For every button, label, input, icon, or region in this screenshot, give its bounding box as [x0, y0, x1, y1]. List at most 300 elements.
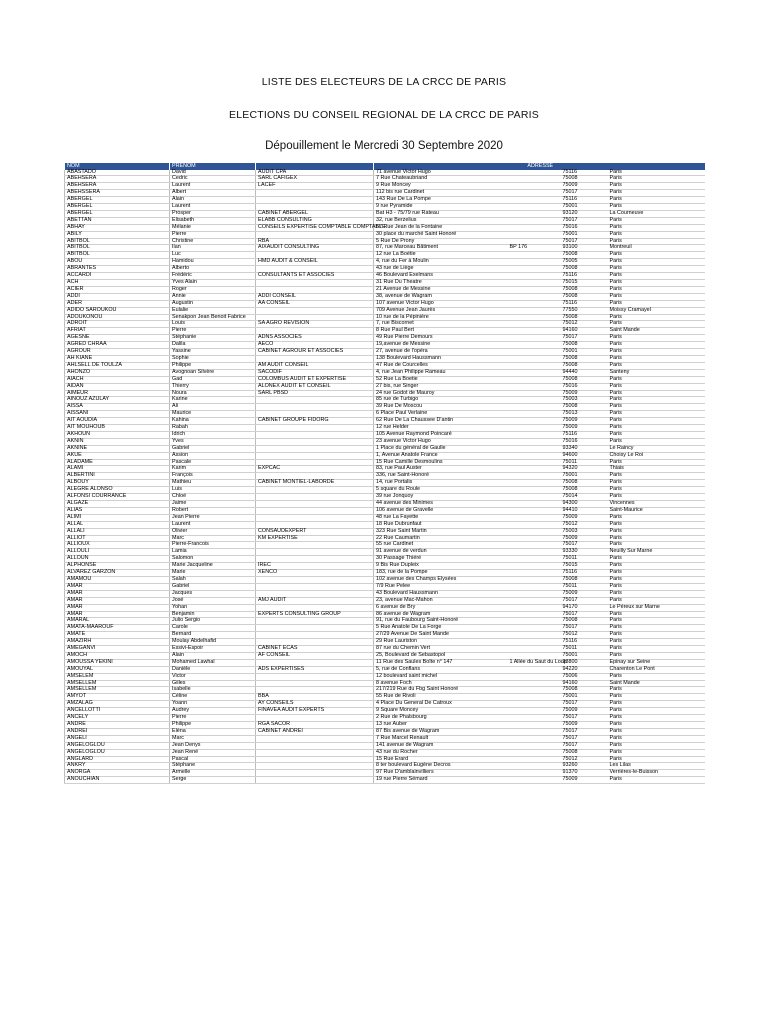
postal-code-cell: 94440: [560, 369, 610, 376]
city-cell: Paris: [610, 576, 705, 583]
address-cell: 217/219 Rue du Fbg Saint Honoré: [374, 687, 508, 694]
address-cell: 107 avenue Victor Hugo: [374, 300, 508, 307]
nom-cell: ALLOULI: [65, 549, 170, 556]
postal-code-cell: 75017: [560, 742, 610, 749]
city-cell: Paris: [610, 742, 705, 749]
address-extra-cell: [508, 770, 560, 777]
address-extra-cell: [508, 231, 560, 238]
cabinet-cell: CONSEILS EXPERTISE COMPTABLE COMPTABLE: [256, 224, 374, 231]
nom-cell: ANGELOGLOU: [65, 749, 170, 756]
city-cell: Paris: [610, 756, 705, 763]
cabinet-cell: [256, 487, 374, 494]
address-cell: 8 Rue Paul Bert: [374, 328, 508, 335]
postal-code-cell: 75017: [560, 597, 610, 604]
address-extra-cell: [508, 625, 560, 632]
nom-cell: ALIAS: [65, 507, 170, 514]
table-row: [65, 777, 705, 784]
address-extra-cell: [508, 473, 560, 480]
city-cell: Paris: [610, 735, 705, 742]
city-cell: Paris: [610, 266, 705, 273]
postal-code-cell: 75006: [560, 673, 610, 680]
nom-cell: ADIDO SAROUKOU: [65, 307, 170, 314]
address-extra-cell: [508, 273, 560, 280]
prenom-cell: Frédéric: [170, 273, 256, 280]
city-cell: Paris: [610, 404, 705, 411]
address-cell: 23 avenue Victor Hugo: [374, 438, 508, 445]
cabinet-cell: [256, 231, 374, 238]
prenom-cell: Louis: [170, 321, 256, 328]
nom-cell: AMSELLEM: [65, 687, 170, 694]
nom-cell: AMAR: [65, 583, 170, 590]
cabinet-cell: AMJ AUDIT: [256, 597, 374, 604]
address-cell: 19 rue Pierre Sémard: [374, 777, 508, 784]
city-cell: Le Péreux sur Marne: [610, 604, 705, 611]
address-cell: 32, rue Berzelius: [374, 217, 508, 224]
address-cell: 7, rue Biscornet: [374, 321, 508, 328]
address-cell: 709 Avenue Jean Jaurès: [374, 307, 508, 314]
prenom-cell: Eulalie: [170, 307, 256, 314]
nom-cell: ALLOUN: [65, 556, 170, 563]
cabinet-cell: AY CONSEILS: [256, 701, 374, 708]
address-cell: 15 Rue Camille Desmoulins: [374, 459, 508, 466]
city-cell: Paris: [610, 749, 705, 756]
address-cell: 30 Passage Thiéré: [374, 556, 508, 563]
address-cell: 23, avenue Mac-Mahon: [374, 597, 508, 604]
cabinet-cell: AA CONSEIL: [256, 300, 374, 307]
table-row: [65, 528, 705, 535]
cabinet-cell: [256, 777, 374, 784]
prenom-cell: Chloé: [170, 494, 256, 501]
address-cell: 105 Avenue Raymond Poincaré: [374, 431, 508, 438]
postal-code-cell: 93340: [560, 445, 610, 452]
address-extra-cell: [508, 680, 560, 687]
address-extra-cell: [508, 666, 560, 673]
cabinet-cell: AUDIT CPA: [256, 170, 374, 176]
postal-code-cell: 75015: [560, 563, 610, 570]
postal-code-cell: 75017: [560, 238, 610, 245]
postal-code-cell: 75003: [560, 528, 610, 535]
address-extra-cell: [508, 355, 560, 362]
nom-cell: AKNIN: [65, 438, 170, 445]
nom-cell: ABEHSERA: [65, 176, 170, 183]
postal-code-cell: 75011: [560, 556, 610, 563]
cabinet-cell: ALONEX AUDIT ET CONSEIL: [256, 383, 374, 390]
address-extra-cell: [508, 521, 560, 528]
address-cell: 39 rue Jonquoy: [374, 494, 508, 501]
nom-cell: AHLSELL DE TOULZA: [65, 362, 170, 369]
postal-code-cell: 75017: [560, 217, 610, 224]
city-cell: Saint-Maurice: [610, 507, 705, 514]
postal-code-cell: 94160: [560, 328, 610, 335]
prenom-cell: José: [170, 597, 256, 604]
city-cell: Paris: [610, 652, 705, 659]
address-cell: 39 Rue De Moscou: [374, 404, 508, 411]
cabinet-cell: [256, 604, 374, 611]
postal-code-cell: 93120: [560, 210, 610, 217]
city-cell: Paris: [610, 280, 705, 287]
city-cell: Paris: [610, 701, 705, 708]
city-cell: Paris: [610, 480, 705, 487]
column-header-prenom: PRENOM: [170, 163, 256, 170]
address-extra-cell: [508, 314, 560, 321]
address-cell: 62 Rue De La Chaussee D'antin: [374, 418, 508, 425]
nom-cell: ABILY: [65, 231, 170, 238]
address-extra-cell: [508, 438, 560, 445]
postal-code-cell: 75011: [560, 583, 610, 590]
city-cell: Paris: [610, 293, 705, 300]
address-extra-cell: [508, 217, 560, 224]
address-cell: 46 Boulevard Exelmans: [374, 273, 508, 280]
postal-code-cell: 75116: [560, 170, 610, 176]
postal-code-cell: 94410: [560, 507, 610, 514]
address-cell: 86 avenue de Wagram: [374, 611, 508, 618]
city-cell: Paris: [610, 473, 705, 480]
prenom-cell: Marc: [170, 535, 256, 542]
address-extra-cell: [508, 673, 560, 680]
postal-code-cell: 75116: [560, 639, 610, 646]
prenom-cell: Augustin: [170, 300, 256, 307]
prenom-cell: Philippe: [170, 362, 256, 369]
cabinet-cell: [256, 735, 374, 742]
table-row: [65, 383, 705, 390]
city-cell: Paris: [610, 563, 705, 570]
table-row: [65, 307, 705, 314]
cabinet-cell: FINAVEA AUDIT EXPERTS: [256, 708, 374, 715]
postal-code-cell: 75013: [560, 411, 610, 418]
nom-cell: AMAR: [65, 590, 170, 597]
postal-code-cell: 91370: [560, 770, 610, 777]
prenom-cell: Dalila: [170, 342, 256, 349]
address-cell: 1, Avenue Anatole France: [374, 452, 508, 459]
prenom-cell: Olivier: [170, 528, 256, 535]
nom-cell: ANCELY: [65, 715, 170, 722]
counting-date: Dépouillement le Mercredi 30 Septembre 2020: [265, 140, 503, 152]
address-cell: 7 Rue Marcel Renault: [374, 735, 508, 742]
prenom-cell: Sophie: [170, 355, 256, 362]
address-cell: 5 Rue De Prony: [374, 238, 508, 245]
postal-code-cell: 75003: [560, 397, 610, 404]
city-cell: Paris: [610, 238, 705, 245]
postal-code-cell: 75008: [560, 618, 610, 625]
city-cell: Paris: [610, 397, 705, 404]
cabinet-cell: [256, 494, 374, 501]
prenom-cell: Yoann: [170, 701, 256, 708]
prenom-cell: Carole: [170, 625, 256, 632]
address-cell: 6 avenue de Bry: [374, 604, 508, 611]
address-cell: 138 Boulevard Haussmann: [374, 355, 508, 362]
address-extra-cell: [508, 383, 560, 390]
prenom-cell: Marc: [170, 735, 256, 742]
city-cell: Paris: [610, 556, 705, 563]
city-cell: Paris: [610, 597, 705, 604]
address-cell: 9 rue Pyramide: [374, 204, 508, 211]
postal-code-cell: 94300: [560, 501, 610, 508]
city-cell: Paris: [610, 300, 705, 307]
cabinet-cell: [256, 404, 374, 411]
postal-code-cell: 75017: [560, 542, 610, 549]
cabinet-cell: AF CONSEIL: [256, 652, 374, 659]
city-cell: Paris: [610, 411, 705, 418]
cabinet-cell: BBA: [256, 694, 374, 701]
city-cell: Paris: [610, 583, 705, 590]
postal-code-cell: 75001: [560, 652, 610, 659]
cabinet-cell: [256, 680, 374, 687]
address-extra-cell: [508, 300, 560, 307]
address-extra-cell: [508, 487, 560, 494]
postal-code-cell: 75009: [560, 425, 610, 432]
address-extra-cell: [508, 342, 560, 349]
postal-code-cell: 75017: [560, 335, 610, 342]
cabinet-cell: CABINET ABERGEL: [256, 210, 374, 217]
address-cell: 87, rue Marceau Bâtiment: [374, 245, 508, 252]
prenom-cell: Pierre-Francois: [170, 542, 256, 549]
address-extra-cell: [508, 452, 560, 459]
nom-cell: ALLIOT: [65, 535, 170, 542]
nom-cell: ABERGEL: [65, 210, 170, 217]
prenom-cell: Thierry: [170, 383, 256, 390]
postal-code-cell: 94600: [560, 452, 610, 459]
postal-code-cell: 75008: [560, 176, 610, 183]
cabinet-cell: ADNS ASSOCIES: [256, 335, 374, 342]
cabinet-cell: RBA: [256, 238, 374, 245]
prenom-cell: Jean Denys: [170, 742, 256, 749]
address-extra-cell: [508, 307, 560, 314]
address-extra-cell: [508, 224, 560, 231]
prenom-cell: Yohan: [170, 604, 256, 611]
address-extra-cell: [508, 507, 560, 514]
nom-cell: ABASTADO: [65, 170, 170, 176]
city-cell: Paris: [610, 321, 705, 328]
postal-code-cell: 75014: [560, 494, 610, 501]
cabinet-cell: EXPCAC: [256, 466, 374, 473]
column-header-nom: NOM: [65, 163, 170, 170]
address-cell: 27, avenue de l'opéra: [374, 349, 508, 356]
address-extra-cell: [508, 632, 560, 639]
nom-cell: ABETTAN: [65, 217, 170, 224]
address-extra-cell: [508, 404, 560, 411]
prenom-cell: Kahina: [170, 418, 256, 425]
city-cell: Paris: [610, 722, 705, 729]
prenom-cell: Alain: [170, 197, 256, 204]
column-header-adresse: ADRESSE: [374, 163, 705, 170]
nom-cell: ANOUCHIAN: [65, 777, 170, 784]
prenom-cell: Alberto: [170, 266, 256, 273]
postal-code-cell: 75012: [560, 521, 610, 528]
address-extra-cell: [508, 286, 560, 293]
cabinet-cell: [256, 445, 374, 452]
address-extra-cell: [508, 176, 560, 183]
address-extra-cell: [508, 611, 560, 618]
city-cell: Paris: [610, 487, 705, 494]
city-cell: Choisy Le Roi: [610, 452, 705, 459]
postal-code-cell: 75016: [560, 224, 610, 231]
postal-code-cell: 75116: [560, 570, 610, 577]
cabinet-cell: AIXAUDIT CONSULTING: [256, 245, 374, 252]
address-extra-cell: [508, 618, 560, 625]
prenom-cell: Danièle: [170, 666, 256, 673]
nom-cell: ACH: [65, 280, 170, 287]
postal-code-cell: 75015: [560, 280, 610, 287]
cabinet-cell: HMD AUDIT & CONSEIL: [256, 259, 374, 266]
postal-code-cell: 75017: [560, 735, 610, 742]
address-cell: 27 bis, rue Singer: [374, 383, 508, 390]
address-extra-cell: [508, 183, 560, 190]
prenom-cell: Laurent: [170, 183, 256, 190]
prenom-cell: Pierre: [170, 231, 256, 238]
address-extra-cell: [508, 749, 560, 756]
nom-cell: AISSANI: [65, 411, 170, 418]
prenom-cell: Stéphanie: [170, 335, 256, 342]
city-cell: Paris: [610, 687, 705, 694]
city-cell: Vincennes: [610, 501, 705, 508]
city-cell: Paris: [610, 535, 705, 542]
nom-cell: ABITBOL: [65, 238, 170, 245]
cabinet-cell: CABINET GROUPE FIDORG: [256, 418, 374, 425]
postal-code-cell: 75008: [560, 687, 610, 694]
cabinet-cell: SA AGRO REVISION: [256, 321, 374, 328]
prenom-cell: Elisabeth: [170, 217, 256, 224]
nom-cell: ANDREI: [65, 728, 170, 735]
postal-code-cell: 94160: [560, 680, 610, 687]
prenom-cell: Pierre: [170, 328, 256, 335]
prenom-cell: Isabelle: [170, 687, 256, 694]
prenom-cell: Noura: [170, 390, 256, 397]
nom-cell: AMZALAG: [65, 701, 170, 708]
postal-code-cell: 75116: [560, 273, 610, 280]
nom-cell: ACIER: [65, 286, 170, 293]
city-cell: Neuilly Sur Marne: [610, 549, 705, 556]
address-extra-cell: [508, 583, 560, 590]
postal-code-cell: 75008: [560, 362, 610, 369]
prenom-cell: Bernard: [170, 632, 256, 639]
prenom-cell: Mathieu: [170, 480, 256, 487]
address-extra-cell: [508, 376, 560, 383]
document-title: LISTE DES ELECTEURS DE LA CRCC DE PARIS: [261, 76, 507, 88]
cabinet-cell: RGA SACOR: [256, 722, 374, 729]
city-cell: Paris: [610, 542, 705, 549]
cabinet-cell: [256, 280, 374, 287]
cabinet-cell: [256, 307, 374, 314]
prenom-cell: Karim: [170, 466, 256, 473]
postal-code-cell: 75001: [560, 204, 610, 211]
address-cell: 87 rue du Chemin Vert: [374, 646, 508, 653]
nom-cell: AHONZO: [65, 369, 170, 376]
address-cell: 18 Rue Dubrunfaut: [374, 521, 508, 528]
cabinet-cell: [256, 618, 374, 625]
cabinet-cell: SACODIF: [256, 369, 374, 376]
city-cell: Paris: [610, 259, 705, 266]
city-cell: Paris: [610, 425, 705, 432]
address-extra-cell: [508, 728, 560, 735]
postal-code-cell: 93330: [560, 549, 610, 556]
postal-code-cell: 93800: [560, 659, 610, 666]
prenom-cell: Salah: [170, 576, 256, 583]
cabinet-cell: [256, 197, 374, 204]
cabinet-cell: [256, 749, 374, 756]
address-extra-cell: [508, 514, 560, 521]
address-cell: 85 rue de Turbigo: [374, 397, 508, 404]
address-cell: 2 Rue de Phalsbourg: [374, 715, 508, 722]
prenom-cell: Jacques: [170, 590, 256, 597]
address-extra-cell: [508, 708, 560, 715]
nom-cell: AMSELEM: [65, 673, 170, 680]
address-extra-cell: 1 Allée du Saut du Loup: [509, 658, 567, 665]
cabinet-cell: CONSULTANTS ET ASSOCIES: [256, 273, 374, 280]
nom-cell: AMAZIRH: [65, 639, 170, 646]
city-cell: Paris: [610, 459, 705, 466]
city-cell: Paris: [610, 646, 705, 653]
city-cell: Paris: [610, 355, 705, 362]
prenom-cell: Cedric: [170, 176, 256, 183]
nom-cell: AGRED CHRAA: [65, 342, 170, 349]
cabinet-cell: XENCO: [256, 570, 374, 577]
address-cell: 8 ter boulevard Eugène Decros: [374, 763, 508, 770]
nom-cell: ALEGRE ALONSO: [65, 487, 170, 494]
cabinet-cell: [256, 742, 374, 749]
cabinet-cell: [256, 576, 374, 583]
prenom-cell: Senakpon Jean Benoit Fabrice: [170, 314, 256, 321]
prenom-cell: Rabah: [170, 425, 256, 432]
prenom-cell: Idrich: [170, 431, 256, 438]
address-cell: 11 Rue des Saules Boîte n° 147: [374, 659, 508, 666]
postal-code-cell: 77550: [560, 307, 610, 314]
nom-cell: ANGLARD: [65, 756, 170, 763]
nom-cell: ALLAL: [65, 521, 170, 528]
cabinet-cell: ELABB CONSULTING: [256, 217, 374, 224]
address-extra-cell: [508, 735, 560, 742]
prenom-cell: Marie: [170, 570, 256, 577]
prenom-cell: Jean Pierre: [170, 514, 256, 521]
cabinet-cell: CONSAUDEXPERT: [256, 528, 374, 535]
city-cell: Paris: [610, 708, 705, 715]
postal-code-cell: 75005: [560, 259, 610, 266]
prenom-cell: Robert: [170, 507, 256, 514]
address-cell: 4, rue Jean Philippe Rameau: [374, 369, 508, 376]
cabinet-cell: [256, 549, 374, 556]
nom-cell: ADDI: [65, 293, 170, 300]
nom-cell: ALPHONSE: [65, 563, 170, 570]
prenom-cell: Moulay Abdelhafid: [170, 639, 256, 646]
city-cell: Les Lilas: [610, 763, 705, 770]
city-cell: Paris: [610, 625, 705, 632]
cabinet-cell: [256, 756, 374, 763]
postal-code-cell: 75008: [560, 355, 610, 362]
address-cell: 91, rue du Faubourg Saint-Honoré: [374, 618, 508, 625]
postal-code-cell: 75009: [560, 590, 610, 597]
postal-code-cell: 75012: [560, 756, 610, 763]
nom-cell: ABRANTES: [65, 266, 170, 273]
address-cell: 8 avenue Foch: [374, 680, 508, 687]
city-cell: Paris: [610, 252, 705, 259]
city-cell: Paris: [610, 190, 705, 197]
nom-cell: AMAR: [65, 604, 170, 611]
prenom-cell: Gad: [170, 376, 256, 383]
cabinet-cell: [256, 770, 374, 777]
address-extra-cell: [508, 293, 560, 300]
prenom-cell: Gabriel: [170, 445, 256, 452]
nom-cell: ALBERTINI: [65, 473, 170, 480]
cabinet-cell: AECO: [256, 342, 374, 349]
address-cell: 71 avenue Victor Hugo: [374, 170, 508, 176]
address-cell: 97 Rue D'amblainvilliers: [374, 770, 508, 777]
nom-cell: ANGELOGLOU: [65, 742, 170, 749]
prenom-cell: Roger: [170, 286, 256, 293]
city-cell: Paris: [610, 390, 705, 397]
address-cell: 106 avenue de Gravelle: [374, 507, 508, 514]
address-extra-cell: [508, 756, 560, 763]
address-extra-cell: [508, 597, 560, 604]
postal-code-cell: 75017: [560, 611, 610, 618]
